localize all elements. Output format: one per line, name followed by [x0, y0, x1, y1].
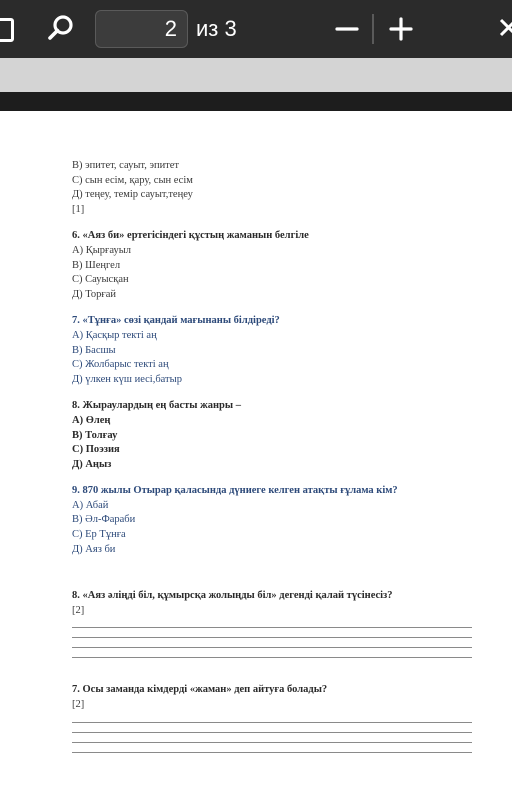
- option-line: С) Ер Тұнға: [72, 529, 126, 541]
- option-line: В) Шеңгел: [72, 259, 121, 271]
- question-9-title: 9. 870 жылы Отырар қаласында дүниеге келген атақты ғұлама кім?: [72, 485, 398, 497]
- answer-line: [72, 732, 472, 733]
- answer-line: [72, 722, 472, 723]
- points-label: [1]: [72, 203, 85, 215]
- document-page[interactable]: [0, 111, 512, 796]
- option-line: В) эпитет, сауыт, эпитет: [72, 160, 180, 171]
- points-label: [2]: [72, 604, 85, 616]
- answer-line: [72, 627, 472, 628]
- option-line: В) Толғау: [72, 429, 118, 441]
- option-line: А) Абай: [72, 499, 109, 511]
- page-number-input[interactable]: 2: [95, 10, 188, 48]
- spacer: [72, 387, 474, 399]
- pdf-toolbar: [0, 0, 512, 58]
- option-line: В) Басшы: [72, 344, 116, 356]
- viewer-background: [0, 58, 512, 92]
- option-line: Д) Аңыз: [72, 458, 112, 470]
- spacer: [72, 663, 474, 683]
- close-icon[interactable]: [498, 15, 512, 43]
- option-line: С) сын есім, қару, сын есім: [72, 174, 193, 186]
- answer-line: [72, 647, 472, 648]
- option-line: Д) Аяз би: [72, 543, 116, 555]
- spacer: [72, 302, 474, 314]
- toolbar-divider: [372, 14, 374, 44]
- zoom-out-button[interactable]: [335, 12, 359, 44]
- option-line: С) Поэзия: [72, 444, 120, 456]
- document-content: [72, 159, 474, 758]
- question-7-title: 7. «Тұнға» сөзі қандай мағынаны білдіреді?: [72, 315, 280, 327]
- spacer: [72, 577, 474, 589]
- zoom-in-button[interactable]: [388, 12, 414, 44]
- option-line: А) Қасқыр текті аң: [72, 329, 157, 341]
- spacer: [72, 472, 474, 484]
- page-header-bar: [0, 92, 512, 111]
- answer-line: [72, 637, 472, 638]
- search-icon[interactable]: [46, 13, 76, 43]
- option-line: А) Өлең: [72, 414, 111, 426]
- answer-line: [72, 657, 472, 658]
- spacer: [72, 557, 474, 577]
- sidebar-icon[interactable]: [0, 18, 14, 42]
- option-line: А) Қырғауыл: [72, 244, 131, 256]
- option-line: Д) үлкен күш иесі,батыр: [72, 373, 182, 385]
- option-line: С) Жолбарыс текті аң: [72, 359, 169, 371]
- question-8-title: 8. Жыраулардың ең басты жанры –: [72, 400, 241, 412]
- option-line: Д) теңеу, темір сауыт,теңеу: [72, 189, 193, 201]
- answer-line: [72, 742, 472, 743]
- option-line: В) Әл-Фараби: [72, 514, 136, 526]
- option-line: С) Сауысқан: [72, 274, 129, 286]
- open-question-8-title: 8. «Аяз әліңді біл, құмырсқа жолыңды біл» дегенді қалай түсінесіз?: [72, 590, 393, 602]
- answer-line: [72, 752, 472, 753]
- open-question-7-title: 7. Осы заманда кімдерді «жаман» деп айтуға болады?: [72, 684, 328, 696]
- points-label: [2]: [72, 699, 85, 711]
- option-line: Д) Торғай: [72, 288, 116, 300]
- spacer: [72, 217, 474, 229]
- question-6-title: 6. «Аяз би» ертегісіндегі құстың жаманын белгіле: [72, 230, 309, 242]
- page-count-label: из 3: [196, 16, 237, 41]
